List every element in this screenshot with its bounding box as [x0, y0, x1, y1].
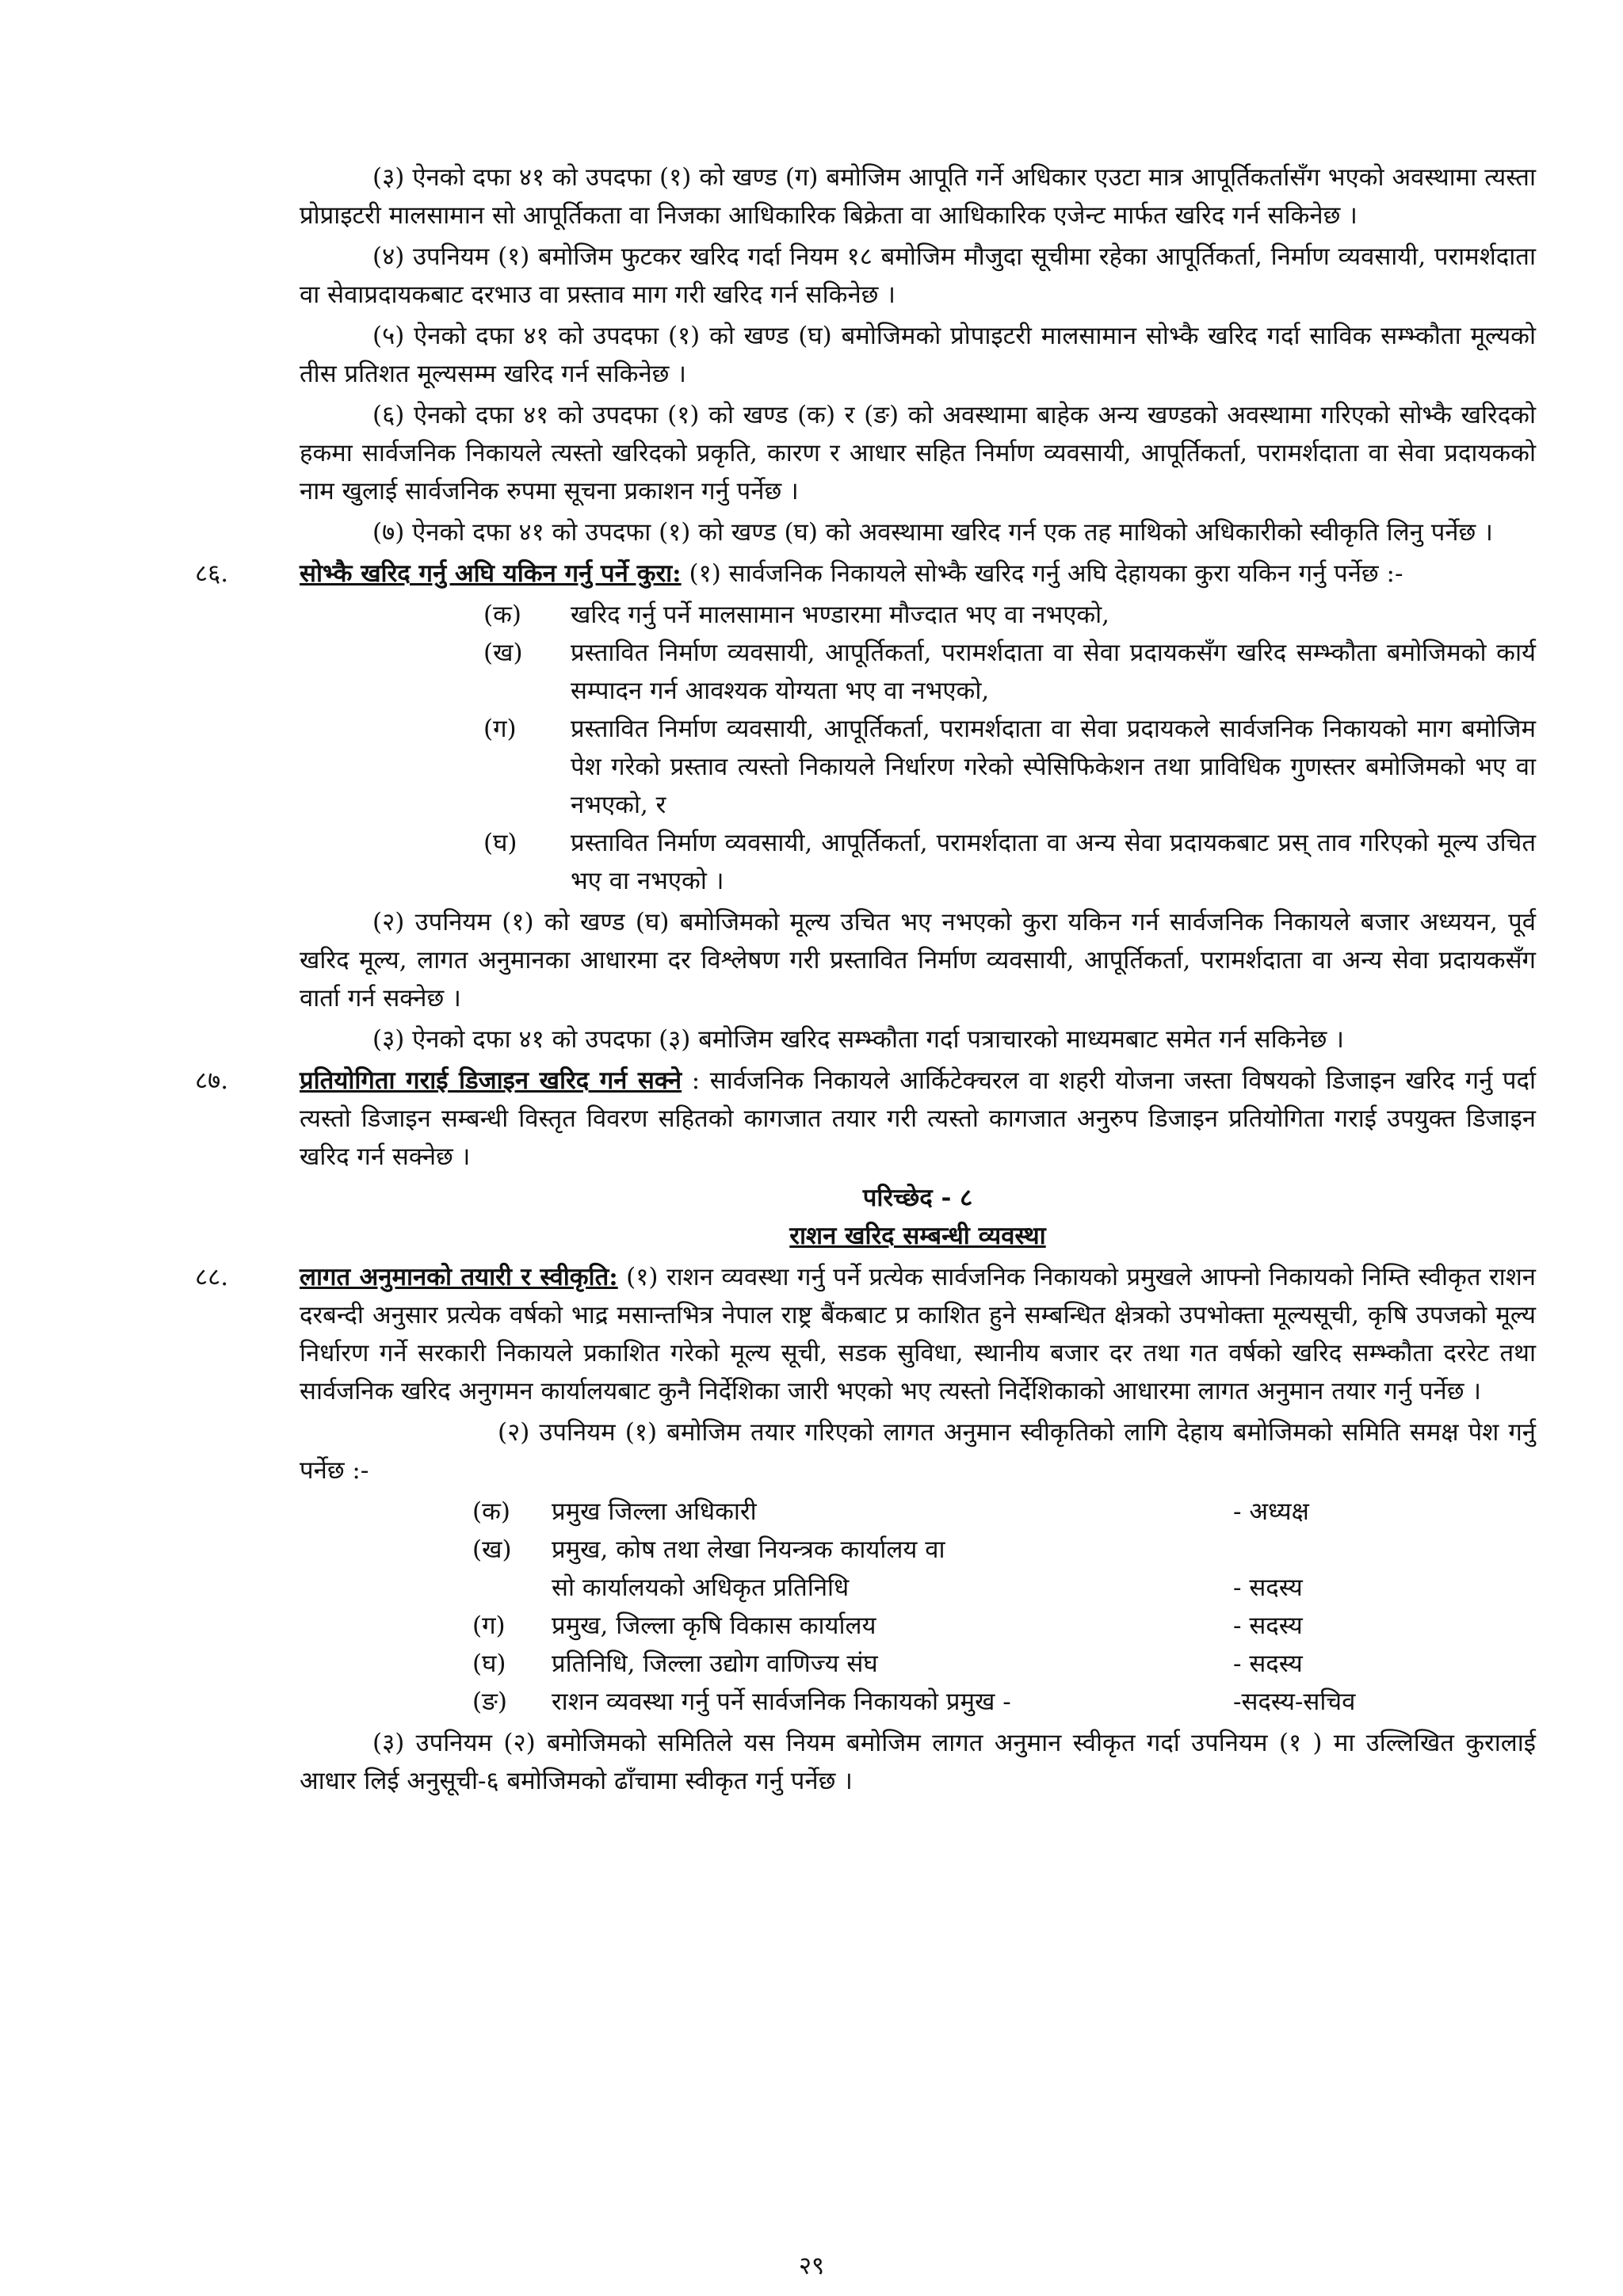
section-87 — [195, 1062, 1536, 1176]
member-name: सो कार्यालयको अधिकृत प्रतिनिधि — [552, 1573, 850, 1602]
member-role: - अध्यक्ष — [1233, 1497, 1309, 1526]
section-88-text — [300, 1258, 1536, 1410]
page-number: २९ — [798, 2252, 825, 2280]
clause-4-paragraph: (४) उपनियम (१) बमोजिम फुटकर खरिद गर्दा नियम १८ बमोजिम मौजुदा सूचीमा रहेका आपूर्तिकर्ता, निर्माण व्यवसायी, परामर्शदाता वा सेवाप्रदायकबाट दरभाउ वा प्रस्ताव माग गरी खरिद गर्न सकिनेछ । — [300, 242, 1536, 309]
item-label: (घ) — [472, 1650, 506, 1678]
item-text: प्रस्तावित निर्माण व्यवसायी, आपूर्तिकर्ता, परामर्शदाता वा अन्य सेवा प्रदायकबाट प्रस् ताव गरिएको मूल्य उचित भए वा नभएको । — [571, 829, 1536, 895]
section-title: प्रतियोगिता गराई डिजाइन खरिद गर्न सक्ने — [300, 1066, 682, 1095]
clause-3-paragraph: (३) ऐनको दफा ४१ को उपदफा (१) को खण्ड (ग) बमोजिम आपूति गर्ने अधिकार एउटा मात्र आपूर्तिकर्तासँग भएको अवस्थामा त्यस्ता प्रोप्राइटरी मालसामान सो आपूर्तिकता वा निजका आधिकारिक बिक्रेता वा आधिकारिक एजेन्ट मार्फत खरिद गर्न सकिनेछ । — [300, 163, 1536, 230]
list-item — [483, 596, 1536, 634]
member-role: - सदस्य — [1233, 1611, 1303, 1640]
member-name: राशन व्यवस्था गर्नु पर्ने सार्वजनिक निकायको प्रमुख - — [552, 1688, 1011, 1716]
item-label: (ख) — [483, 639, 523, 667]
committee-member — [472, 1607, 1536, 1645]
section-title: लागत अनुमानको तयारी र स्वीकृति: — [300, 1263, 618, 1291]
committee-member — [472, 1569, 1536, 1607]
section-number: ८७. — [195, 1066, 229, 1095]
item-label: (क) — [483, 601, 521, 629]
list-item — [483, 710, 1536, 824]
committee-member — [472, 1493, 1536, 1531]
section-87-body: : सार्वजनिक निकायले आर्किटेक्चरल वा शहरी योजना जस्ता विषयको डिजाइन खरिद गर्नु पर्दा त्यस्तो डिजाइन सम्बन्धी विस्तृत विवरण सहितको कागजात तयार गरी त्यस्तो कागजात अनुरुप डिजाइन प्रतियोगिता गराई उपयुक्त डिजाइन खरिद गर्न सक्नेछ । — [300, 1066, 1536, 1171]
section-title: सोभ्कै खरिद गर्नु अघि यकिन गर्नु पर्ने कुरा: — [300, 559, 682, 588]
chapter-heading: परिच्छेद - ८ — [862, 1184, 973, 1212]
section-88 — [195, 1258, 1536, 1410]
item-text: प्रस्तावित निर्माण व्यवसायी, आपूर्तिकर्ता, परामर्शदाता वा सेवा प्रदायकले सार्वजनिक निकायको माग बमोजिम पेश गरेको प्रस्ताव त्यस्तो निकायले निर्धारण गरेको स्पेसिफिकेशन तथा प्राविधिक गुणस्तर बमोजिमको भए वा नभएको, र — [571, 715, 1536, 819]
item-label: (ङ) — [472, 1688, 507, 1716]
member-name: प्रमुख, कोष तथा लेखा नियन्त्रक कार्यालय वा — [552, 1535, 945, 1564]
document-body — [195, 158, 1536, 1803]
section-number: ८८. — [195, 1263, 229, 1291]
committee-member — [472, 1531, 1536, 1569]
item-label: (ग) — [483, 715, 517, 743]
member-role — [1233, 1531, 1536, 1569]
chapter-title: राशन खरिद सम्बन्धी व्यवस्था — [789, 1222, 1046, 1250]
clause-7-paragraph: (७) ऐनको दफा ४१ को उपदफा (१) को खण्ड (घ) को अवस्थामा खरिद गर्न एक तह माथिको अधिकारीको स्वीकृति लिनु पर्नेछ । — [372, 518, 1493, 547]
item-text: खरिद गर्नु पर्ने मालसामान भण्डारमा मौज्दात भए वा नभएको, — [571, 601, 1110, 629]
committee-member — [472, 1683, 1536, 1721]
list-item — [483, 824, 1536, 900]
section-87-text — [300, 1062, 1536, 1176]
clause-6-paragraph: (६) ऐनको दफा ४१ को उपदफा (१) को खण्ड (क) र (ङ) को अवस्थामा बाहेक अन्य खण्डको अवस्थामा गरिएको सोभ्कै खरिदको हकमा सार्वजनिक निकायले त्यस्तो खरिदको प्रकृति, कारण र आधार सहित निर्माण व्यवसायी, आपूर्तिकर्ता, परामर्शदाता वा सेवा प्रदायकको नाम खुलाई सार्वजनिक रुपमा सूचना प्रकाशन गर्नु पर्नेछ । — [300, 401, 1536, 505]
section-88-body: (१) राशन व्यवस्था गर्नु पर्ने प्रत्येक सार्वजनिक निकायको प्रमुखले आफ्नो निकायको निम्ति स्वीकृत राशन दरबन्दी अनुसार प्रत्येक वर्षको भाद्र मसान्तभित्र नेपाल राष्ट्र बैंकबाट प्र काशित हुने सम्बन्धित क्षेत्रको उपभोक्ता मूल्यसूची, कृषि उपजको मूल्य निर्धारण गर्ने सरकारी निकायले प्रकाशित गरेको मूल्य सूची, सडक सुविधा, स्थानीय बजार दर तथा गत वर्षको खरिद सम्भ्कौता दररेट तथा सार्वजनिक खरिद अनुगमन कार्यालयबाट कुनै निर्देशिका जारी भएको भए त्यस्तो निर्देशिकाको आधारमा लागत अनुमान तयार गर्नु पर्नेछ । — [300, 1263, 1536, 1405]
committee-list — [300, 1493, 1536, 1721]
member-name: प्रमुख, जिल्ला कृषि विकास कार्यालय — [552, 1611, 876, 1640]
section-86-items — [300, 596, 1536, 900]
member-role: - सदस्य — [1233, 1573, 1303, 1602]
item-label — [472, 1569, 552, 1607]
section-86-para-3: (३) ऐनको दफा ४१ को उपदफा (३) बमोजिम खरिद सम्भ्कौता गर्दा पत्राचारको माध्यमबाट समेत गर्न सकिनेछ । — [372, 1025, 1344, 1054]
clause-5-paragraph: (५) ऐनको दफा ४१ को उपदफा (१) को खण्ड (घ) बमोजिमको प्रोपाइटरी मालसामान सोभ्कै खरिद गर्दा साविक सम्भ्कौता मूल्यको तीस प्रतिशत मूल्यसम्म खरिद गर्न सकिनेछ । — [300, 322, 1536, 388]
member-role: -सदस्य-सचिव — [1233, 1688, 1356, 1716]
item-label: (ख) — [472, 1535, 512, 1564]
section-88-para-3: (३) उपनियम (२) बमोजिमको समितिले यस नियम बमोजिम लागत अनुमान स्वीकृत गर्दा उपनियम (१ ) मा उल्लिखित कुरालाई आधार लिई अनुसूची-६ बमोजिमको ढाँचामा स्वीकृत गर्नु पर्नेछ । — [300, 1729, 1536, 1795]
member-role: - सदस्य — [1233, 1650, 1303, 1678]
section-86-para-2: (२) उपनियम (१) को खण्ड (घ) बमोजिमको मूल्य उचित भए नभएको कुरा यकिन गर्न सार्वजनिक निकायले बजार अध्ययन, पूर्व खरिद मूल्य, लागत अनुमानका आधारमा दर विश्लेषण गरी प्रस्तावित निर्माण व्यवसायी, आपूर्तिकर्ता, परामर्शदाता वा अन्य सेवा प्रदायकसँग वार्ता गर्न सक्नेछ । — [300, 908, 1536, 1013]
section-number: ८६. — [195, 559, 229, 588]
section-86 — [195, 555, 1536, 593]
item-label: (घ) — [483, 829, 517, 857]
item-text: प्रस्तावित निर्माण व्यवसायी, आपूर्तिकर्ता, परामर्शदाता वा सेवा प्रदायकसँग खरिद सम्भ्कौता बमोजिमको कार्य सम्पादन गर्न आवश्यक योग्यता भए वा नभएको, — [571, 639, 1536, 705]
list-item — [483, 634, 1536, 710]
member-name: प्रतिनिधि, जिल्ला उद्योग वाणिज्य संघ — [552, 1650, 878, 1678]
item-label: (क) — [472, 1497, 510, 1526]
committee-member — [472, 1645, 1536, 1683]
section-86-intro — [300, 555, 1536, 593]
section-86-intro-text: (१) सार्वजनिक निकायले सोभ्कै खरिद गर्नु अघि देहायका कुरा यकिन गर्नु पर्नेछ :- — [681, 559, 1403, 588]
member-name: प्रमुख जिल्ला अधिकारी — [552, 1497, 757, 1526]
section-88-para-2: (२) उपनियम (१) बमोजिम तयार गरिएको लागत अनुमान स्वीकृतिको लागि देहाय बमोजिमको समिति समक्ष पेश गर्नु पर्नेछ :- — [300, 1418, 1536, 1485]
item-label: (ग) — [472, 1611, 506, 1640]
